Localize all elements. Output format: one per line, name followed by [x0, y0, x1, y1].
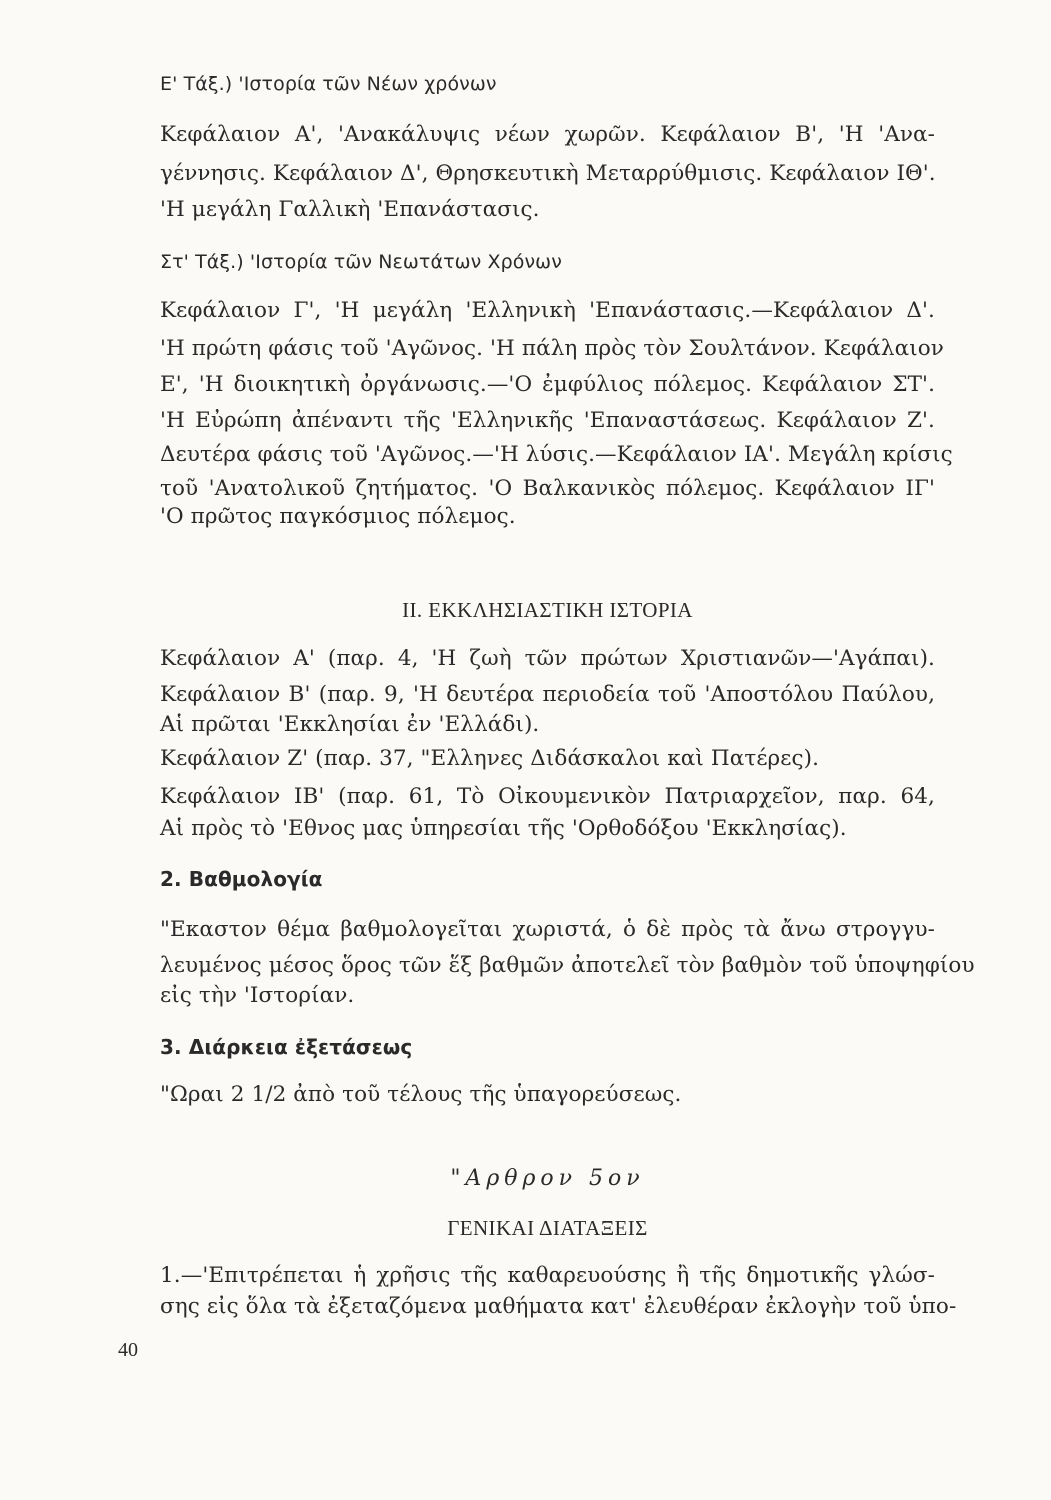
church-history-line-1: Κεφάλαιον Α' (παρ. 4, 'Η ζωὴ τῶν πρώτων Χριστιανῶν—'Αγάπαι). — [160, 646, 935, 671]
section-e-heading: Ε' Τάξ.) 'Ιστορία τῶν Νέων χρόνων — [160, 73, 497, 95]
section-st-line-2: 'Η πρώτη φάσις τοῦ 'Αγῶνος. 'Η πάλη πρὸς τὸν Σουλτάνον. Κεφάλαιον — [160, 336, 944, 361]
grading-heading: 2. Βαθμολογία — [160, 867, 323, 891]
article-line-1: 1.—'Επιτρέπεται ἡ χρῆσις τῆς καθαρευούσης ἢ τῆς δημοτικῆς γλώσ- — [160, 1263, 935, 1288]
church-history-line-4: Κεφάλαιον Ζ' (παρ. 37, "Ελληνες Διδάσκαλοι καὶ Πατέρες). — [160, 746, 820, 771]
grading-line-1: "Εκαστον θέμα βαθμολογεῖται χωριστά, ὁ δὲ πρὸς τὰ ἄνω στρογγυ- — [160, 917, 935, 942]
section-st-line-4: 'Η Εὐρώπη ἀπέναντι τῆς 'Ελληνικῆς 'Επαναστάσεως. Κεφάλαιον Ζ'. — [160, 408, 935, 433]
church-history-line-5: Κεφάλαιον ΙΒ' (παρ. 61, Τὸ Οἰκουμενικὸν Πατριαρχεῖον, παρ. 64, — [160, 784, 935, 809]
section-e-line-1: Κεφάλαιον Α', 'Ανακάλυψις νέων χωρῶν. Κεφάλαιον Β', 'Η 'Ανα- — [160, 122, 935, 147]
section-st-line-1: Κεφάλαιον Γ', 'Η μεγάλη 'Ελληνικὴ 'Επανάστασις.—Κεφάλαιον Δ'. — [160, 298, 935, 323]
church-history-line-6: Αἱ πρὸς τὸ 'Εθνος μας ὑπηρεσίαι τῆς 'Ορθοδόξου 'Εκκλησίας). — [160, 816, 847, 841]
church-history-line-2: Κεφάλαιον Β' (παρ. 9, 'Η δευτέρα περιοδεία τοῦ 'Αποστόλου Παύλου, — [160, 682, 935, 707]
duration-heading: 3. Διάρκεια ἐξετάσεως — [160, 1035, 413, 1059]
section-e-line-3: 'Η μεγάλη Γαλλικὴ 'Επανάστασις. — [160, 197, 540, 222]
section-st-line-6: τοῦ 'Ανατολικοῦ ζητήματος. 'Ο Βαλκανικὸς πόλεμος. Κεφάλαιον ΙΓ' — [160, 476, 935, 501]
section-st-line-5: Δευτέρα φάσις τοῦ 'Αγῶνος.—'Η λύσις.—Κεφάλαιον ΙΑ'. Μεγάλη κρίσις — [160, 442, 953, 467]
section-st-heading: Στ' Τάξ.) 'Ιστορία τῶν Νεωτάτων Χρόνων — [160, 251, 562, 273]
article-title: "Αρθρον 5ον — [450, 1166, 645, 1191]
article-subtitle: ΓΕΝΙΚΑΙ ΔΙΑΤΑΞΕΙΣ — [447, 1216, 648, 1240]
grading-line-2: λευμένος μέσος ὅρος τῶν ἕξ βαθμῶν ἀποτελεῖ τὸν βαθμὸν τοῦ ὑποψηφίου — [160, 953, 975, 978]
page-number: 40 — [118, 1339, 138, 1361]
article-line-2: σης εἰς ὅλα τὰ ἐξεταζόμενα μαθήματα κατ' ἐλευθέραν ἐκλογὴν τοῦ ὑπο- — [160, 1294, 957, 1319]
church-history-line-3: Αἱ πρῶται 'Εκκλησίαι ἐν 'Ελλάδι). — [160, 712, 540, 737]
section-st-line-7: 'Ο πρῶτος παγκόσμιος πόλεμος. — [160, 504, 516, 529]
section-e-line-2: γέννησις. Κεφάλαιον Δ', Θρησκευτικὴ Μεταρρύθμισις. Κεφάλαιον ΙΘ'. — [160, 161, 936, 186]
church-history-title: ΙΙ. ΕΚΚΛΗΣΙΑΣΤΙΚΗ ΙΣΤΟΡΙΑ — [402, 598, 693, 622]
grading-line-3: εἰς τὴν 'Ιστορίαν. — [160, 983, 355, 1008]
duration-line: "Ωραι 2 1/2 ἀπὸ τοῦ τέλους τῆς ὑπαγορεύσεως. — [160, 1082, 682, 1107]
section-st-line-3: Ε', 'Η διοικητικὴ ὀργάνωσις.—'Ο ἐμφύλιος πόλεμος. Κεφάλαιον ΣΤ'. — [160, 372, 935, 397]
